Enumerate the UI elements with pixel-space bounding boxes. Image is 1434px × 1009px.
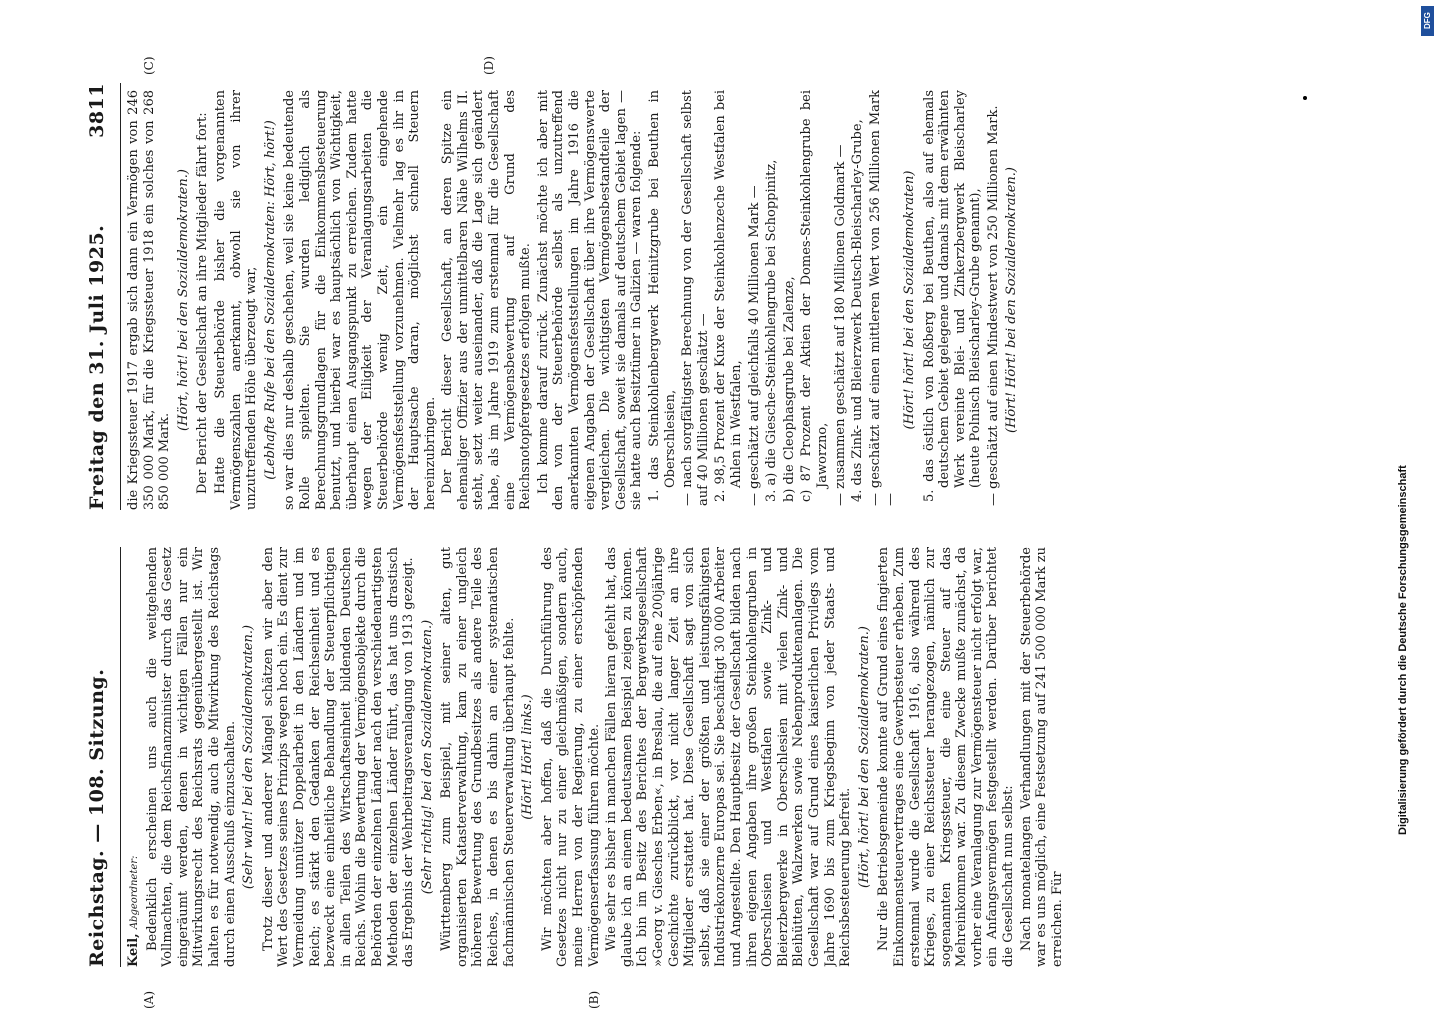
paragraph: Der Bericht der Gesellschaft an ihre Mitglieder fährt fort:	[195, 112, 211, 494]
list-item: 3. a) die Giesche-Steinkohlengrube bei Schoppinitz,	[764, 159, 780, 502]
paragraph: die Kriegssteuer 1917 ergab sich dann ein Vermögen von 246 350 000 Mark, für die Kriegssteuer 1918 ein solches von 268 850 000 Mark.	[126, 90, 173, 510]
interjection: (Hört, hört! bei den Sozialdemokraten.)	[856, 626, 872, 888]
list-item: b) die Cleophasgrube bei Zalenze,	[781, 276, 797, 502]
paragraph: Nur die Betriebsgemeinde konnte auf Grund eines fingierten Einkommensteuervertrages eine Gewerbesteuer erheben. Zum erstenmal wurde die Gesellschaft 1916, also während des Krieges, zu einer Reichssteuer herangezogen, nämlich zur sogenannten Kriegssteuer, die eine Steuer auf das Mehreinkommen war. Zu diesem Zwecke mußte zunächst, da vorher eine Veranlagung zur Vermögensteuer nicht erfolgt war, ein Anfangsvermögen festgestellt werden. Darüber berichtet die Gesellschaft nun selbst:	[876, 547, 1017, 967]
header-rule-right	[120, 83, 121, 510]
header-rule-left	[120, 547, 121, 967]
funding-notice: Digitalisierung gefördert durch die Deutsche Forschungsgemeinschaft	[1397, 465, 1409, 835]
list-item: 2. 98,5 Prozent der Kuxe der Steinkohlenzeche Westfalen bei Ahlen in Westfalen,	[713, 90, 744, 502]
speaker-name: Keil,	[126, 933, 141, 967]
margin-marker-a: (A)	[142, 990, 156, 1009]
interjection: (Hört! Hört! links.)	[520, 694, 536, 820]
interjection: (Hört! Hört! bei den Sozialdemokraten.)	[1004, 167, 1020, 433]
header-date: Freitag den 31. Juli 1925.	[86, 224, 108, 510]
paragraph: Der Bericht dieser Gesellschaft, an deren Spitze ein ehemaliger Offizier aus der unmittelbaren Nähe Wilhelms II. steht, setzt weiter auseinander, daß die Lage sich geändert habe, als im Jahre 1919 zum erstenmal für die Gesellschaft eine Vermögensbewertung auf Grund des Reichsnotopfergesetzes erfolgen mußte.	[440, 90, 534, 510]
interjection: (Hört, hört! bei den Sozialdemokraten.)	[175, 169, 191, 431]
margin-marker-b: (B)	[587, 990, 601, 1009]
page-number: 3811	[86, 83, 108, 138]
interjection: (Sehr wahr! bei den Sozialdemokraten.)	[241, 624, 257, 890]
paragraph: Wir möchten aber hoffen, daß die Durchführung des Gesetzes nicht nur zu einer gleichmäßigen, sondern auch, meine Herren von der Regierung, zu einer erschöpfenden Vermögenserfassung führen möchte.	[539, 547, 602, 967]
paragraph: Hatte die Steuerbehörde bisher die vorgenannten Vermögenszahlen anerkannt, obwohl sie von ihrer unzutreffenden Höhe überzeugt war,	[212, 90, 260, 510]
paragraph: so war dies nur deshalb geschehen, weil sie keine bedeutende Rolle spielten. Sie wurden lediglich als Berechnungsgrundlagen für die Einkommensbesteuerung benutzt, und hierbei war es hauptsächlich von Wichtigkeit, überhaupt einen Ausgangspunkt zu erreichen. Zudem hatte wegen der Eiligkeit der Veranlagungsarbeiten die Steuerbehörde wenig Zeit, ein eingehende Vermögensfeststellung vorzunehmen. Vielmehr lag es ihr in der Hauptsache daran, möglichst schnell Steuern hereinzubringen.	[282, 90, 438, 510]
list-item: — geschätzt auf einen Mindestwert von 250 Millionen Mark.	[985, 105, 1001, 506]
interjection: (Lebhafte Rufe bei den Sozialdemokraten: Hört, hört!)	[262, 120, 278, 480]
interjection: (Sehr richtig! bei den Sozialdemokraten.)	[419, 619, 435, 895]
header-left: Reichstag. — 108. Sitzung.	[86, 668, 108, 967]
rotated-document-page	[82, 56, 1342, 1009]
left-column	[126, 547, 1334, 967]
margin-marker-c: (C)	[142, 56, 156, 75]
interjection: (Hört! hört! bei den Sozialdemokraten)	[901, 170, 917, 430]
paragraph: Trotz dieser und anderer Mängel schätzen wir aber den Wert des Gesetzes seines Prinzips wegen hoch ein. Es dient zur Vermeidung unnützer Doppelarbeit in den Ländern und im Reich; es stärkt den Gedanken der Reichseinheit und es bezweckt eine einheitliche Behandlung der Steuerpflichtigen in allen Teilen des Wirtschaftseinheit bildenden Deutschen Reichs. Wohin die Bewertung der Vermögensobjekte durch die Behörden der einzelnen Länder nach den verschiedenartigsten Methoden der einzelnen Länder führt, das hat uns drastisch das Ergebnis der Wehrbeitragsveranlagung von 1913 gezeigt.	[260, 547, 417, 967]
list-item: — zusammen geschätzt auf 180 Millionen Goldmark —	[832, 144, 848, 506]
paragraph: Nach monatelangen Verhandlungen mit der Steuerbehörde war es uns möglich, eine Festsetzung auf 241 500 000 Mark zu erreichen. Für	[1018, 547, 1065, 967]
speaker-role: Abgeordneter:	[129, 855, 140, 930]
list-item: 5. das östlich von Roßberg bei Beuthen, also auf ehemals deutschem Gebiet gelegene und damals mit dem erwähnten Werk vereinte Blei- und Zinkerzbergwerk Bleischarley (heute Polnisch Bleischarley-Grube genannt),	[921, 90, 984, 502]
paragraph: Ich komme darauf zurück. Zunächst möchte ich aber mit den von der Steuerbehörde selbst als unzutreffend anerkannten Vermögensfeststellungen im Jahre 1916 die eigenen Angaben der Gesellschaft über ihre Vermögenswerte vergleichen. Die wichtigsten Vermögensbestandteile der Gesellschaft, soweit sie damals auf deutschem Gebiet lagen — sie hatte auch Besitztümer in Galizien — waren folgende:	[535, 90, 645, 510]
list-item: — geschätzt auf gleichfalls 40 Millionen Mark —	[746, 185, 762, 506]
list-item: — nach sorgfältigster Berechnung von der Gesellschaft selbst auf 40 Millionen geschätzt —	[680, 90, 711, 506]
paragraph: Württemberg zum Beispiel, mit seiner alten, gut organisierten Katasterverwaltung, kam zu einer ungleich höheren Bewertung des Grundbesitzes als andere Teile des Reiches, in denen es bis dahin an einer systematischen fachmännischen Steuerverwaltung überhaupt fehlte.	[439, 547, 517, 967]
right-column	[126, 90, 1334, 510]
dfg-badge: DFG	[1421, 6, 1434, 36]
list-item: c) 87 Prozent der Aktien der Domes-Steinkohlengrube bei Jaworzno,	[799, 90, 830, 502]
list-item: — geschätzt auf einen mittleren Wert von 256 Millionen Mark —	[867, 90, 899, 506]
scan-speck	[1303, 96, 1307, 100]
speaker-line	[126, 547, 143, 967]
list-item: 1. das Steinkohlenbergwerk Heinitzgrube bei Beuthen in Oberschlesien,	[647, 90, 678, 502]
margin-marker-d: (D)	[482, 56, 496, 75]
paragraph: Bedenklich erscheinen uns auch die weitgehenden Vollmachten, die dem Reichsfinanzminister durch das Gesetz eingeräumt werden, denen in wichtigen Fällen nur ein Mitwirkungsrecht des Reichsrats gegenübergestellt ist. Wir halten es für notwendig, auch die Mitwirkung des Reichstags durch einen Ausschuß einzuschalten.	[144, 547, 238, 967]
paragraph: Wie sehr es bisher in manchen Fällen hieran gefehlt hat, das glaube ich an einem bedeutsamen Beispiel zeigen zu können. Ich bin im Besitz des Berichtes der Bergwerksgesellschaft »Georg v. Giesches Erben«, in Breslau, die auf eine 200jährige Geschichte zurückblickt, vor nicht langer Zeit an ihre Mitglieder erstattet hat. Diese Gesellschaft sagt von sich selbst, daß sie einer der größten und leistungsfähigsten Industriekonzerne Europas sei. Sie beschäftigt 30 000 Arbeiter und Angestellte. Den Hauptbesitz der Gesellschaft bilden nach ihren eigenen Angaben ihre großen Steinkohlengruben in Oberschlesien und Westfalen sowie Zink- und Bleierzbergwerke in Oberschlesien mit vielen Zink- und Bleihütten, Walzwerken sowie Nebenproduktenanlagen. Die Gesellschaft war auf Grund eines kaiserlichen Privilegs vom Jahre 1690 bis zum Kriegsbeginn von jeder Staats- und Reichsbesteuerung befreit.	[604, 547, 854, 967]
list-item: 4. das Zink- und Bleierzwerk Deutsch-Bleischarley-Grube,	[850, 119, 866, 502]
